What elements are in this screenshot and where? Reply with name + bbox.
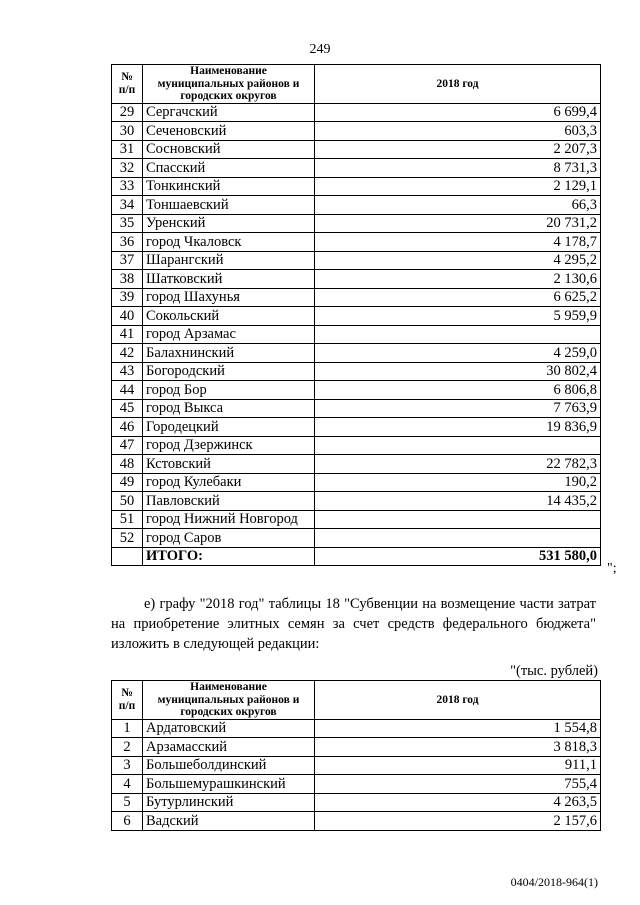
table-row: [112, 177, 601, 196]
row-value: 5 959,9: [315, 307, 601, 326]
amendment-paragraph: е) графу "2018 год" таблицы 18 "Субвенции на возмещение части затрат на приобретение элитных семян за счет средств федерального бюджета" изложить в следующей редакции:: [111, 596, 596, 652]
row-number: 2: [112, 738, 143, 757]
row-name: Богородский: [143, 362, 315, 381]
header-name: Наименование муниципальных районов и городских округов: [143, 65, 315, 104]
row-name: Сеченовский: [143, 122, 315, 141]
units-label: "(тыс. рублей): [510, 663, 598, 679]
table-row: [112, 510, 601, 529]
row-number: 32: [112, 159, 143, 178]
row-number: 50: [112, 492, 143, 511]
table-row: [112, 738, 601, 757]
row-value: [315, 510, 601, 529]
row-number: 1: [112, 719, 143, 738]
table-row: [112, 793, 601, 812]
table-row: [112, 529, 601, 548]
total-label: ИТОГО:: [143, 547, 315, 566]
table-row: [112, 214, 601, 233]
table-row: [112, 756, 601, 775]
table-row: [112, 455, 601, 474]
table-row: [112, 812, 601, 831]
row-value: 6 699,4: [315, 103, 601, 122]
row-number: 36: [112, 233, 143, 252]
row-name: город Дзержинск: [143, 436, 315, 455]
row-name: город Чкаловск: [143, 233, 315, 252]
row-name: город Кулебаки: [143, 473, 315, 492]
row-name: Вадский: [143, 812, 315, 831]
table-row: [112, 492, 601, 511]
row-number: 37: [112, 251, 143, 270]
row-name: Бутурлинский: [143, 793, 315, 812]
row-value: 14 435,2: [315, 492, 601, 511]
row-value: 2 129,1: [315, 177, 601, 196]
header-number: № п/п: [112, 681, 143, 720]
row-number: 31: [112, 140, 143, 159]
header-name: Наименование муниципальных районов и городских округов: [143, 681, 315, 720]
row-value: [315, 325, 601, 344]
row-number: 40: [112, 307, 143, 326]
row-value: 66,3: [315, 196, 601, 215]
row-number: 46: [112, 418, 143, 437]
row-value: 8 731,3: [315, 159, 601, 178]
closing-quote: ";: [607, 561, 617, 576]
table-body: [112, 103, 601, 547]
row-value: 2 130,6: [315, 270, 601, 289]
row-value: 20 731,2: [315, 214, 601, 233]
table-row: [112, 103, 601, 122]
row-value: 3 818,3: [315, 738, 601, 757]
table-row: [112, 399, 601, 418]
document-code: 0404/2018-964(1): [510, 875, 598, 889]
table-header-row: [112, 681, 601, 720]
row-value: [315, 529, 601, 548]
row-name: город Выкса: [143, 399, 315, 418]
row-number: 6: [112, 812, 143, 831]
row-name: Кстовский: [143, 455, 315, 474]
row-value: 30 802,4: [315, 362, 601, 381]
row-number: 49: [112, 473, 143, 492]
row-name: Большемурашкинский: [143, 775, 315, 794]
row-name: Ардатовский: [143, 719, 315, 738]
row-name: Большеболдинский: [143, 756, 315, 775]
row-value: 755,4: [315, 775, 601, 794]
row-number: 38: [112, 270, 143, 289]
table-row: [112, 196, 601, 215]
table-row: [112, 418, 601, 437]
row-name: город Шахунья: [143, 288, 315, 307]
row-name: город Саров: [143, 529, 315, 548]
table-row: [112, 719, 601, 738]
row-name: Тоншаевский: [143, 196, 315, 215]
row-value: 6 625,2: [315, 288, 601, 307]
row-number: 48: [112, 455, 143, 474]
table-row: [112, 251, 601, 270]
total-row: [112, 547, 601, 566]
table-row: [112, 775, 601, 794]
table-row: [112, 233, 601, 252]
table-row: [112, 140, 601, 159]
table-row: [112, 159, 601, 178]
row-value: 603,3: [315, 122, 601, 141]
table-body: [112, 719, 601, 830]
row-value: 2 157,6: [315, 812, 601, 831]
table-row: [112, 344, 601, 363]
row-name: Балахнинский: [143, 344, 315, 363]
row-value: 190,2: [315, 473, 601, 492]
row-name: Сокольский: [143, 307, 315, 326]
row-value: 4 295,2: [315, 251, 601, 270]
row-name: Уренский: [143, 214, 315, 233]
row-value: 6 806,8: [315, 381, 601, 400]
row-name: Сергачский: [143, 103, 315, 122]
header-year: 2018 год: [315, 681, 601, 720]
table-row: [112, 436, 601, 455]
table-row: [112, 270, 601, 289]
row-value: 2 207,3: [315, 140, 601, 159]
header-number: № п/п: [112, 65, 143, 104]
row-number: 5: [112, 793, 143, 812]
row-name: Спасский: [143, 159, 315, 178]
row-value: 7 763,9: [315, 399, 601, 418]
row-value: 1 554,8: [315, 719, 601, 738]
row-name: Шарангский: [143, 251, 315, 270]
row-value: 4 259,0: [315, 344, 601, 363]
row-value: 4 178,7: [315, 233, 601, 252]
row-value: 19 836,9: [315, 418, 601, 437]
row-number: 51: [112, 510, 143, 529]
row-number: 4: [112, 775, 143, 794]
subsidy-table-continued: [111, 64, 601, 566]
elite-seeds-table: [111, 680, 601, 831]
table-row: [112, 288, 601, 307]
total-value: 531 580,0: [315, 547, 601, 566]
row-number: 43: [112, 362, 143, 381]
row-number: 45: [112, 399, 143, 418]
row-value: 4 263,5: [315, 793, 601, 812]
table-row: [112, 381, 601, 400]
table-header-row: [112, 65, 601, 104]
row-name: Павловский: [143, 492, 315, 511]
table-row: [112, 122, 601, 141]
row-number: 44: [112, 381, 143, 400]
row-name: Городецкий: [143, 418, 315, 437]
row-name: город Нижний Новгород: [143, 510, 315, 529]
row-name: город Арзамас: [143, 325, 315, 344]
table-row: [112, 307, 601, 326]
total-number-cell: [112, 547, 143, 566]
row-number: 35: [112, 214, 143, 233]
row-number: 39: [112, 288, 143, 307]
row-number: 3: [112, 756, 143, 775]
row-number: 42: [112, 344, 143, 363]
row-name: Тонкинский: [143, 177, 315, 196]
table-row: [112, 325, 601, 344]
row-number: 29: [112, 103, 143, 122]
row-number: 52: [112, 529, 143, 548]
row-number: 34: [112, 196, 143, 215]
row-number: 41: [112, 325, 143, 344]
row-name: город Бор: [143, 381, 315, 400]
row-number: 30: [112, 122, 143, 141]
row-value: 22 782,3: [315, 455, 601, 474]
row-value: 911,1: [315, 756, 601, 775]
row-name: Арзамасский: [143, 738, 315, 757]
header-year: 2018 год: [315, 65, 601, 104]
row-number: 47: [112, 436, 143, 455]
row-name: Шатковский: [143, 270, 315, 289]
row-name: Сосновский: [143, 140, 315, 159]
page-number: 249: [309, 42, 331, 57]
table-row: [112, 362, 601, 381]
row-number: 33: [112, 177, 143, 196]
row-value: [315, 436, 601, 455]
table-row: [112, 473, 601, 492]
